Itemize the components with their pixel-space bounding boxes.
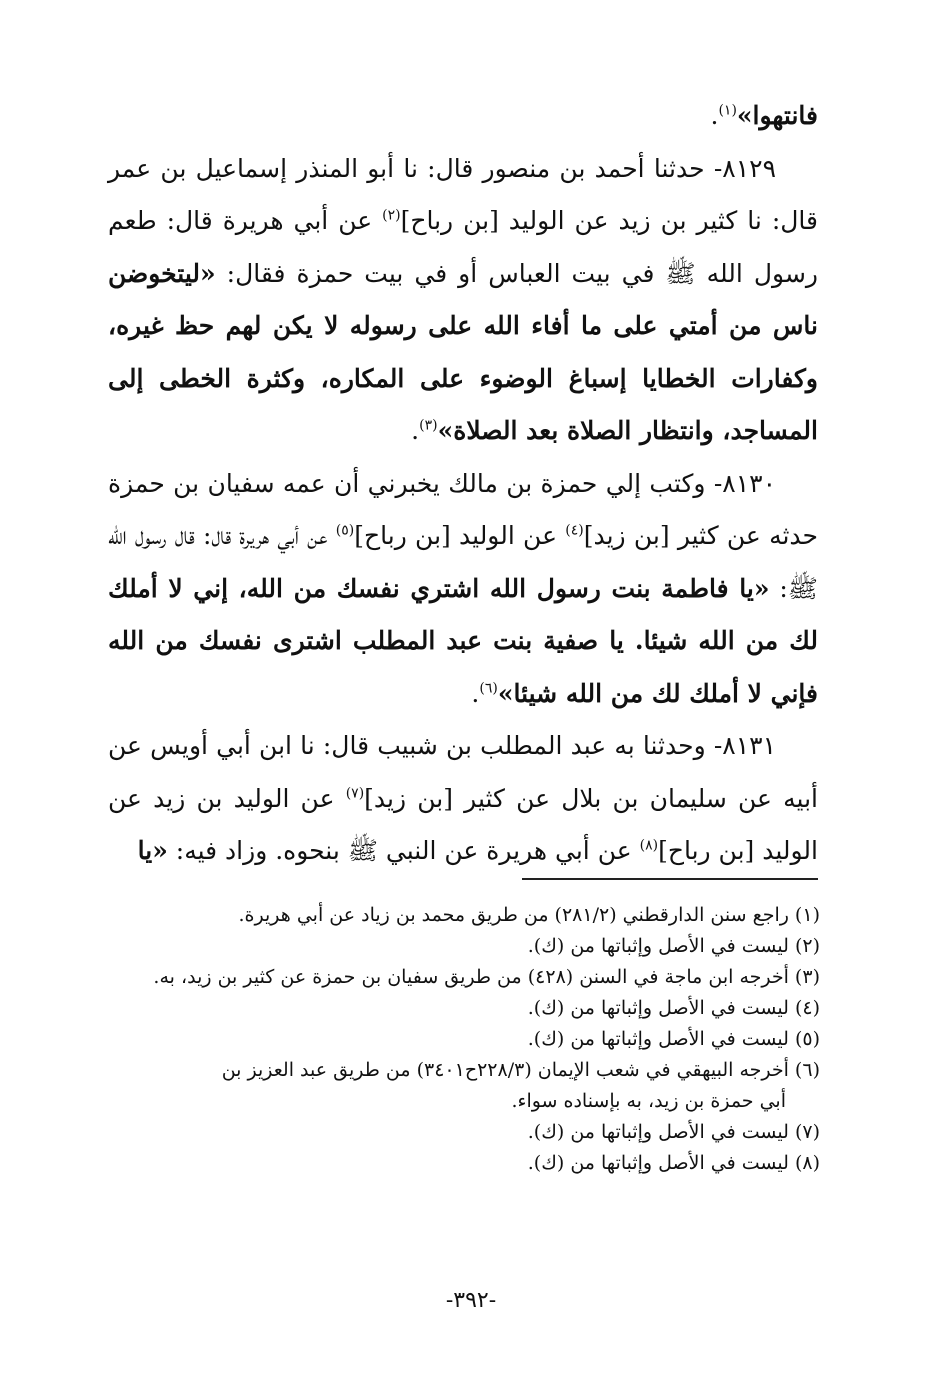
punctuation: . (471, 678, 480, 708)
footnotes-section (108, 900, 820, 1179)
footnote-6-continuation: أبي حمزة بن زيد، به بإسناده سواء. (511, 1090, 786, 1112)
isnad-text: عن أبي هريرة قال: قال رسول الله ﷺ: (108, 521, 819, 603)
footnote-6: (٦) أخرجه البيهقي في شعب الإيمان (٢٢٨/٣ح٣٤٠١) من طريق عبد العزيز بن (221, 1059, 820, 1081)
footnote-ref: (٥) (335, 522, 355, 539)
footnote-ref: (٤) (565, 522, 584, 539)
footnote-ref: (٧) (345, 785, 365, 802)
punctuation: . (710, 101, 719, 130)
isnad-text: ٨١٢٩- حدثنا أحمد بن منصور قال: نا أبو المنذر إسماعيل بن عمر قال: نا كثير بن زيد عن الوليد [بن رباح] (108, 153, 818, 235)
hadith-text-bold: «ليتخوضن ناس من أمتي على ما أفاء الله على رسوله لا يكن لهم حظ غيره، وكفارات الخطايا إسباغ الوضوء على المكاره، وكثرة الخطى إلى المساجد، وانتظار الصلاة بعد الصلاة» (108, 258, 818, 445)
isnad-text: عن أبي هريرة عن النبي ﷺ بنحوه. وزاد فيه: (167, 836, 640, 865)
footnote-3: (٣) أخرجه ابن ماجة في السنن (٤٢٨) من طريق سفيان بن حمزة عن كثير بن زيد، به. (153, 966, 820, 988)
punctuation: . (411, 416, 420, 445)
isnad-text: ٨١٣٠- وكتب إلي حمزة بن مالك يخبرني أن عمه سفيان بن حمزة حدثه عن كثير [بن زيد] (108, 468, 819, 550)
paragraph-continuation (108, 90, 818, 143)
isnad-text: عن أبي هريرة قال: طعم رسول الله ﷺ في بيت العباس أو في بيت حمزة فقال: (108, 206, 818, 288)
footnote-ref: (٢) (382, 207, 401, 224)
footnote-5: (٥) ليست في الأصل وإثباتها من (ك). (527, 1028, 820, 1050)
footnote-2: (٢) ليست في الأصل وإثباتها من (ك). (527, 935, 820, 957)
hadith-text-bold: «يا فاطمة بنت رسول الله اشتري نفسك من الله، إني لا أملك لك من الله شيئا. يا صفية بنت عبد المطلب اشترى نفسك من الله فإني لا أملك لك من الله شيئا» (108, 573, 818, 708)
footnote-4: (٤) ليست في الأصل وإثباتها من (ك). (527, 997, 820, 1019)
main-text (108, 90, 818, 878)
footnote-divider (522, 878, 818, 880)
hadith-text-bold: فانتهوا» (736, 101, 818, 130)
footnote-8: (٨) ليست في الأصل وإثباتها من (ك). (527, 1152, 820, 1174)
paragraph-8130 (108, 458, 818, 721)
isnad-text: عن الوليد بن زيد عن الوليد [بن رباح] (108, 783, 818, 865)
paragraph-8131 (108, 720, 818, 878)
isnad-text: ٨١٣١- وحدثنا به عبد المطلب بن شبيب قال: نا ابن أبي أويس عن أبيه عن سليمان بن بلال عن كثير [بن زيد] (108, 731, 818, 813)
footnote-1: (١) راجع سنن الدارقطني (٢٨١/٢) من طريق محمد بن زياد عن أبي هريرة. (238, 904, 820, 926)
footnote-ref: (٦) (479, 680, 498, 697)
paragraph-8129 (108, 143, 818, 458)
hadith-text-bold: «يا (137, 836, 168, 865)
footnote-ref: (٣) (419, 417, 438, 434)
page-number: -٣٩٢- (445, 1288, 497, 1313)
isnad-text: عن الوليد [بن رباح] (354, 521, 566, 550)
footnote-7: (٧) ليست في الأصل وإثباتها من (ك). (527, 1121, 820, 1143)
footnote-ref: (٨) (639, 837, 659, 854)
footnote-ref: (١) (718, 102, 737, 119)
